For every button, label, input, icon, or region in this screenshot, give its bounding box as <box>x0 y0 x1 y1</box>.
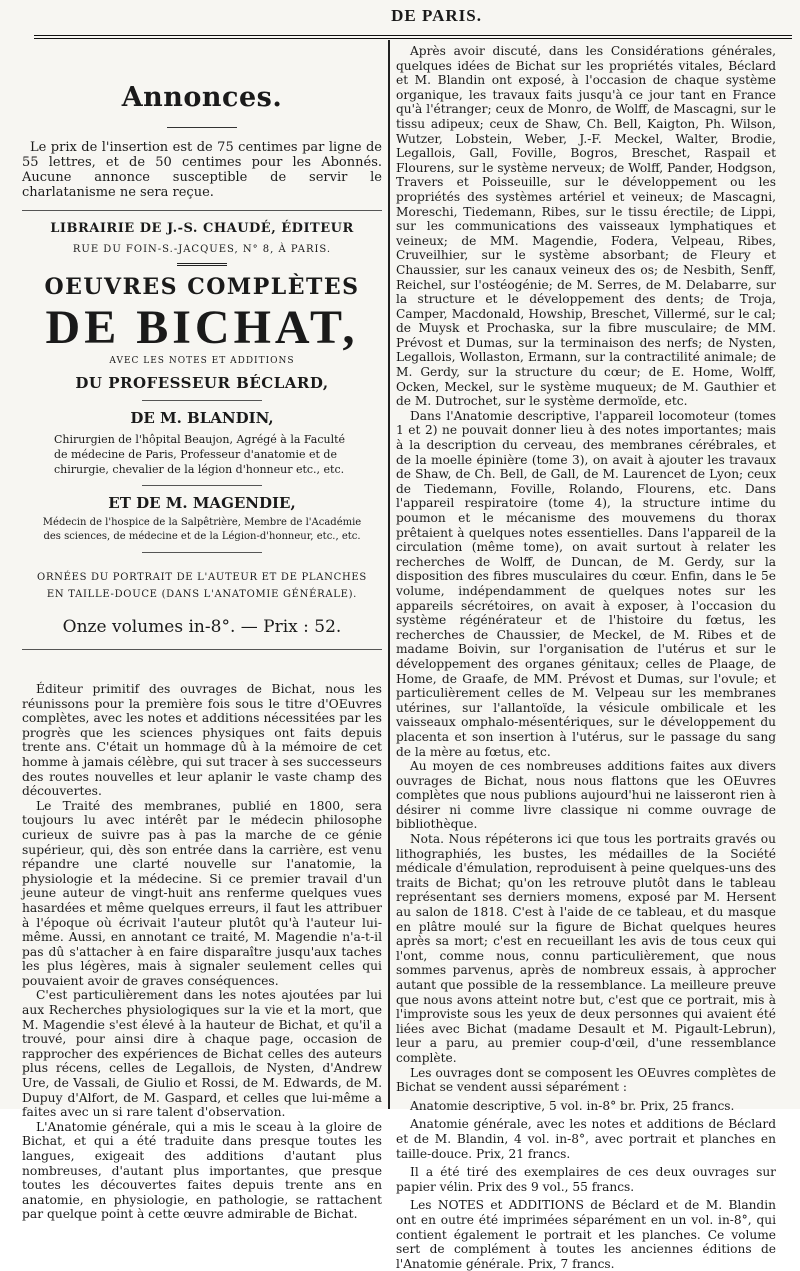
blandin-name: DE M. BLANDIN, <box>130 409 274 427</box>
page-header <box>0 0 800 40</box>
left-paragraph: Le Traité des membranes, publié en 1800, sera toujours lu avec intérêt par le médecin philosophe curieux de suivre pas à pas la marche de ce génie supérieur, qui, dès son entrée dans la carrière, est venu répandre une clarté nouvelle sur l'anatomie, la physiologie et la médecine. Si ce premier travail d'un jeune auteur de vingt-huit ans renferme quelques vues hasardées et même quelques erreurs, il faut les attribuer à l'époque où écrivait l'auteur plutôt qu'à l'auteur lui-même. Aussi, en annotant ce traité, M. Magendie n'a-t-il pas dû s'attacher à en faire disparaître jusqu'aux taches les plus légères, mais à signaler seulement celles qui pouvaient avoir de graves conséquences. <box>22 798 382 988</box>
left-paragraph: L'Anatomie générale, qui a mis le sceau à la gloire de Bichat, et qui a été traduite dans presque toutes les langues, exigeait des additions d'autant plus nombreuses, d'autant plus importantes, que presque toutes les découvertes faites depuis trente ans en anatomie, en physiologie, en pathologie, se rattachent par quelque point à cette œuvre admirable de Bichat. <box>22 1119 382 1222</box>
insertion-tarif: Le prix de l'insertion est de 75 centimes par ligne de 55 lettres, et de 50 centimes pour les Abonnés. Aucune annonce susceptible de servir le charlatanisme ne sera reçue. <box>22 140 382 200</box>
spacer <box>22 660 382 682</box>
right-column <box>396 44 776 1271</box>
ornament-rule <box>177 263 227 266</box>
right-paragraph: Au moyen de ces nombreuses additions faites aux divers ouvrages de Bichat, nous nous flattons que les OEuvres complètes que nous publions aujourd'hui ne laisseront rien à désirer ni comme livre classique ni comme ouvrage de bibliothèque. <box>396 759 776 832</box>
price-item: Anatomie générale, avec les notes et additions de Béclard et de M. Blandin, 4 vol. in-8°, avec portrait et planches en taille-douce. Prix, 21 francs. <box>396 1117 776 1161</box>
left-paragraph: Éditeur primitif des ouvrages de Bichat, nous les réunissons pour la première fois sous le titre d'OEuvres complètes, avec les notes et additions nécessitées par les progrès que les sciences physiques ont faits depuis trente ans. C'était un hommage dû à la mémoire de cet homme à jamais célèbre, qui sut tracer à ses successeurs des routes nouvelles et leur aplanir le vaste champ des découvertes. <box>22 682 382 799</box>
bichat-heading: DE BICHAT, <box>45 301 359 354</box>
price-item: Il a été tiré des exemplaires de ces deux ouvrages sur papier vélin. Prix des 9 vol., 55 francs. <box>396 1165 776 1194</box>
publisher-name: LIBRAIRIE DE J.-S. CHAUDÉ, ÉDITEUR <box>50 221 354 236</box>
publisher-address: RUE DU FOIN-S.-JACQUES, N° 8, À PARIS. <box>72 244 332 255</box>
beclard-line: DU PROFESSEUR BÉCLARD, <box>75 374 329 392</box>
ornees-line-1: ORNÉES DU PORTRAIT DE L'AUTEUR ET DE PLANCHES <box>37 572 367 583</box>
oeuvres-heading: OEUVRES COMPLÈTES <box>44 274 360 300</box>
ornees-line-2: EN TAILLE-DOUCE (DANS L'ANATOMIE GÉNÉRALE). <box>46 589 358 600</box>
column-divider <box>388 40 390 1109</box>
magendie-description: Médecin de l'hospice de la Salpêtrière, Membre de l'Académie des sciences, de médecine et de la Légion-d'honneur, etc., etc. <box>42 517 362 542</box>
price-item: Les NOTES et ADDITIONS de Béclard et de M. Blandin ont en outre été imprimées séparément en un vol. in-8°, qui contient également le portrait et les planches. Ce volume sert de complément à toutes les anciennes éditions de l'Anatomie générale. Prix, 7 francs. <box>396 1198 776 1271</box>
blandin-description: Chirurgien de l'hôpital Beaujon, Agrégé à la Faculté de médecine de Paris, Professeur d'anatomie et de chirurgie, chevalier de la légion d'honneur etc., etc. <box>54 433 346 476</box>
price-item: Anatomie descriptive, 5 vol. in-8° br. Prix, 25 francs. <box>410 1098 735 1113</box>
title-rule <box>167 127 237 128</box>
magendie-name: ET DE M. MAGENDIE, <box>108 494 296 512</box>
right-paragraph: Les ouvrages dont se composent les OEuvres complètes de Bichat se vendent aussi séparément : <box>396 1065 776 1095</box>
right-paragraph: Après avoir discuté, dans les Considérations générales, quelques idées de Bichat sur les propriétés vitales, Béclard et M. Blandin ont exposé, à l'occasion de chaque système organique, les travaux faits jusqu'à ce jour tant en France qu'à l'étranger; ceux de Monro, de Wolff, de Mascagni, sur le tissu adipeux; ceux de Shaw, Ch. Bell, Kaigton, Ph. Wilson, Wutzer, Lobstein, Weber, J.-F. Meckel, Walter, Brodie, Legallois, Gall, Foville, Bogros, Breschet, Raspail et Flourens, sur le système nerveux; de Wolff, Pander, Hodgson, Travers et Poisseuille, sur le développement ou les propriétés des systèmes artériel et veineux; de Mascagni, Moreschi, Tiedemann, Ribes, sur le tissu érectile; de Lippi, sur les communications des vaisseaux lymphatiques et veineux; de MM. Magendie, Fodera, Velpeau, Ribes, Cruveilhier, sur le système absorbant; de Fleury et Chaussier, sur les canaux veineux des os; de Nesbith, Senff, Reichel, sur l'ostéogénie; de M. Serres, de M. Delabarre, sur la structure et le développement des dents; de Troja, Camper, Macdonald, Howship, Breschet, Villermé, sur le cal; de Muysk et Prochaska, sur la fibre musculaire; de MM. Prévost et Dumas, sur la terminaison des nerfs; de Nysten, Legallois, Wollaston, Ermann, sur la contractilité animale; de M. Gerdy, sur la structure du cœur; de E. Home, Wolff, Ocken, Meckel, sur le système muqueux; de M. Gauthier et de M. Dutrochet, sur le système dermoïde, etc. <box>396 44 776 409</box>
right-paragraph: Nota. Nous répéterons ici que tous les portraits gravés ou lithographiés, les bustes, les médailles de la Société médicale d'émulation, reproduisent à peine quelques-uns des traits de Bichat; qu'on les retrouve plutôt dans le tableau représentant ses derniers momens, exposé par M. Hersent au salon de 1818. C'est à l'aide de ce tableau, et du masque en plâtre moulé sur la figure de Bichat quelques heures après sa mort; c'est en recueillant les avis de tous ceux qui l'ont, comme nous, connu particulièrement, que nous sommes parvenus, après de nombreux essais, à approcher autant que possible de la ressemblance. La meilleure preuve que nous avons atteint notre but, c'est que ce portrait, mis à l'improviste sous les yeux de deux personnes qui avaient été liées avec Bichat (madame Desault et M. Pigault-Lebrun), leur a paru, au premier coup-d'œil, d'une ressemblance complète. <box>396 832 776 1065</box>
section-separator <box>22 210 382 211</box>
header-rule <box>34 35 792 39</box>
left-column <box>22 44 382 1222</box>
volumes-price: Onze volumes in-8°. — Prix : 52. <box>62 617 342 637</box>
short-rule <box>142 400 262 401</box>
short-rule <box>142 485 262 486</box>
short-rule <box>142 552 262 553</box>
right-paragraph: Dans l'Anatomie descriptive, l'appareil locomoteur (tomes 1 et 2) ne pouvait donner lieu à des notes importantes; mais à la description du cerveau, des membranes cérébrales, et de la moelle épinière (tome 3), on avait à ajouter les travaux de Shaw, de Ch. Bell, de Gall, de M. Laurencet de Lyon; ceux de Tiedemann, Foville, Rolando, Flourens, etc. Dans l'appareil respiratoire (tome 4), la structure intime du poumon et le mécanisme des mouvemens du thorax prêtaient à quelques notes essentielles. Dans l'appareil de la circulation (même tome), on avait surtout à relater les recherches de Wolff, de Duncan, de M. Gerdy, sur la disposition des fibres musculaires du cœur. Enfin, dans le 5e volume, indépendamment de quelques notes sur les appareils sécrétoires, on avait à exposer, à l'occasion du système régénérateur et de l'histoire du fœtus, les recherches de Chaussier, de Meckel, de M. Ribes et de madame Boivin, sur l'organisation de l'utérus et sur le développement des organes génitaux; celles de Plaage, de Home, de Graafe, de MM. Prévost et Dumas, sur l'ovule; et particulièrement celles de M. Velpeau sur les membranes utérines, sur l'allantoïde, la vésicule ombilicale et les vaisseaux omphalo-mésentériques, sur le développement du placenta et son insertion à l'utérus, sur le passage du sang de la mère au fœtus, etc. <box>396 408 776 759</box>
annonces-title: Annonces. <box>121 82 283 113</box>
section-separator <box>22 649 382 650</box>
avec-notes-line: AVEC LES NOTES ET ADDITIONS <box>109 356 295 366</box>
left-paragraph: C'est particulièrement dans les notes ajoutées par lui aux Recherches physiologiques sur la vie et la mort, que M. Magendie s'est élevé à la hauteur de Bichat, et qu'il a trouvé, pour ainsi dire à chaque page, occasion de rapprocher des expériences de Bichat celles des auteurs plus récens, celles de Legallois, de Nysten, d'Andrew Ure, de Vassali, de Giulio et Rossi, de M. Edwards, de M. Dupuy d'Alfort, de M. Gaspard, et celles que lui-même a faites avec un si rare talent d'observation. <box>22 988 382 1120</box>
running-title: DE PARIS. <box>391 6 482 25</box>
